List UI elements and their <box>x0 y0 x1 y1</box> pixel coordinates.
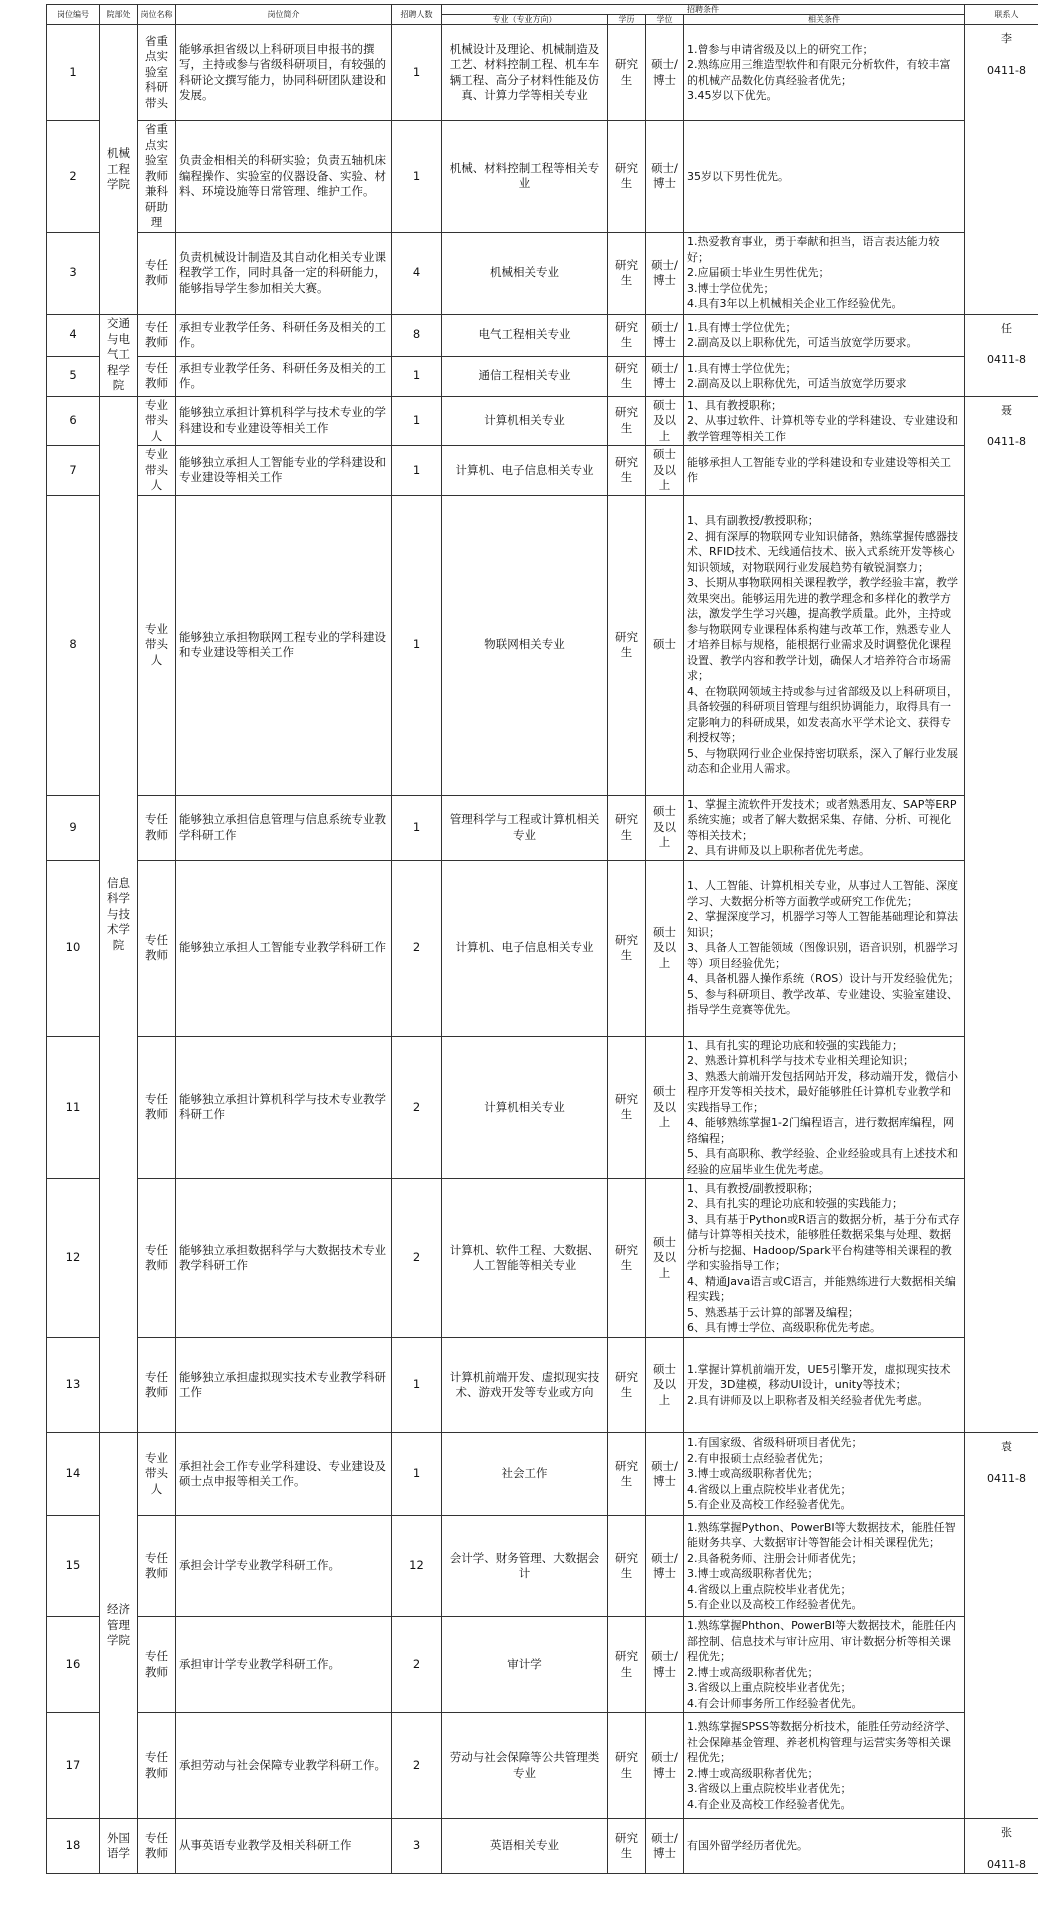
position-intro: 能够独立承担人工智能专业的学科建设和专业建设等相关工作 <box>176 446 392 496</box>
position-name: 专业带头人 <box>138 495 176 795</box>
contact-name: 李 <box>1001 32 1012 45</box>
hire-count: 2 <box>392 860 442 1036</box>
degree-requirement: 硕士及以上 <box>646 396 684 446</box>
major-requirement: 计算机、电子信息相关专业 <box>442 446 608 496</box>
table-row <box>47 1713 1038 1819</box>
major-requirement: 电气工程相关专业 <box>442 314 608 356</box>
header-conditions: 招聘条件 <box>442 5 965 15</box>
position-number: 13 <box>47 1338 100 1433</box>
position-intro: 承担专业教学任务、科研任务及相关的工作。 <box>176 314 392 356</box>
position-name: 专任教师 <box>138 1617 176 1713</box>
hire-count: 12 <box>392 1516 442 1617</box>
header-education: 学历 <box>608 15 646 25</box>
position-number: 5 <box>47 356 100 396</box>
position-name: 专业带头人 <box>138 1433 176 1516</box>
position-intro: 能够独立承担计算机科学与技术专业教学科研工作 <box>176 1036 392 1179</box>
hire-count: 2 <box>392 1179 442 1338</box>
contact-name: 张 <box>1001 1826 1012 1839</box>
position-number: 16 <box>47 1617 100 1713</box>
related-conditions: 1.热爱教育事业，勇于奉献和担当，语言表达能力较好； 2.应届硕士毕业生男性优先； 3.博士学位优先； 4.具有3年以上机械相关企业工作经验优先。 <box>684 232 965 314</box>
position-number: 6 <box>47 396 100 446</box>
degree-requirement: 硕士及以上 <box>646 860 684 1036</box>
degree-requirement: 硕士/博士 <box>646 25 684 121</box>
position-name: 专任教师 <box>138 232 176 314</box>
hire-count: 8 <box>392 314 442 356</box>
hire-count: 1 <box>392 25 442 121</box>
position-name: 省重点实验室科研带头 <box>138 25 176 121</box>
position-name: 专任教师 <box>138 1338 176 1433</box>
education-requirement: 研究生 <box>608 1433 646 1516</box>
header-contact: 联系人 <box>965 5 1038 25</box>
major-requirement: 计算机、软件工程、大数据、人工智能等相关专业 <box>442 1179 608 1338</box>
contact-cell <box>965 1433 1038 1819</box>
position-number: 8 <box>47 495 100 795</box>
table-row <box>47 795 1038 860</box>
department-cell: 外国语学 <box>100 1819 138 1874</box>
education-requirement: 研究生 <box>608 1713 646 1819</box>
position-name: 专任教师 <box>138 1036 176 1179</box>
position-number: 11 <box>47 1036 100 1179</box>
position-name: 省重点实验室教师兼科研助理 <box>138 121 176 233</box>
table-row <box>47 1516 1038 1617</box>
related-conditions: 1、具有扎实的理论功底和较强的实践能力； 2、熟悉计算机科学与技术专业相关理论知识； 3、熟悉大前端开发包括网站开发，移动端开发，微信小程序开发等相关技术，最好能够胜任计算机专业教学和实践指导工作； 4、能够熟练掌握1-2门编程语言，进行数据库编程，网络编程； 5、具有高职称、教学经验、企业经验或具有上述技术和经验的应届毕业生优先考虑。 <box>684 1036 965 1179</box>
position-number: 7 <box>47 446 100 496</box>
position-number: 2 <box>47 121 100 233</box>
contact-cell <box>965 396 1038 1433</box>
major-requirement: 计算机相关专业 <box>442 396 608 446</box>
major-requirement: 物联网相关专业 <box>442 495 608 795</box>
major-requirement: 英语相关专业 <box>442 1819 608 1874</box>
contact-phone: 0411-8 <box>987 435 1026 448</box>
major-requirement: 审计学 <box>442 1617 608 1713</box>
education-requirement: 研究生 <box>608 25 646 121</box>
header-requirements: 相关条件 <box>684 15 965 25</box>
table-row <box>47 121 1038 233</box>
education-requirement: 研究生 <box>608 446 646 496</box>
position-intro: 负责机械设计制造及其自动化相关专业课程教学工作，同时具备一定的科研能力，能够指导学生参加相关大赛。 <box>176 232 392 314</box>
position-number: 4 <box>47 314 100 356</box>
education-requirement: 研究生 <box>608 1036 646 1179</box>
education-requirement: 研究生 <box>608 314 646 356</box>
related-conditions: 1.熟练掌握Python、PowerBI等大数据技术，能胜任智能财务共享、大数据审计等智能会计相关课程优先； 2.具备税务师、注册会计师者优先； 3.博士或高级职称者优先； 4.省级以上重点院校毕业者优先； 5.有企业以及高校工作经验者优先。 <box>684 1516 965 1617</box>
position-name: 专任教师 <box>138 795 176 860</box>
position-number: 17 <box>47 1713 100 1819</box>
education-requirement: 研究生 <box>608 795 646 860</box>
related-conditions: 1.掌握计算机前端开发，UE5引擎开发，虚拟现实技术开发，3D建模，移动UI设计，unity等技术； 2.具有讲师及以上职称者及相关经验者优先考虑。 <box>684 1338 965 1433</box>
education-requirement: 研究生 <box>608 232 646 314</box>
position-intro: 承担会计学专业教学科研工作。 <box>176 1516 392 1617</box>
related-conditions: 1.熟练掌握SPSS等数据分析技术，能胜任劳动经济学、社会保障基金管理、养老机构管理与运营实务等相关课程优先； 2.博士或高级职称者优先； 3.省级以上重点院校毕业者优先； 4.有企业及高校工作经验者优先。 <box>684 1713 965 1819</box>
hire-count: 2 <box>392 1713 442 1819</box>
related-conditions: 35岁以下男性优先。 <box>684 121 965 233</box>
education-requirement: 研究生 <box>608 396 646 446</box>
position-name: 专任教师 <box>138 1819 176 1874</box>
contact-phone: 0411-8 <box>987 1471 1026 1485</box>
degree-requirement: 硕士/博士 <box>646 1819 684 1874</box>
related-conditions: 1、人工智能、计算机相关专业，从事过人工智能、深度学习、大数据分析等方面教学或研究工作优先； 2、掌握深度学习，机器学习等人工智能基础理论和算法知识； 3、具备人工智能领域（图像识别，语音识别，机器学习等）项目经验优先； 4、具备机器人操作系统（ROS）设计与开发经验优先； 5、参与科研项目、教学改革、专业建设、实验室建设、指导学生竞赛等优先。 <box>684 860 965 1036</box>
degree-requirement: 硕士/博士 <box>646 1617 684 1713</box>
position-number: 18 <box>47 1819 100 1874</box>
hire-count: 2 <box>392 1036 442 1179</box>
position-intro: 承担社会工作专业学科建设、专业建设及硕士点申报等相关工作。 <box>176 1433 392 1516</box>
department-cell: 经济管理学院 <box>100 1433 138 1819</box>
table-row <box>47 1179 1038 1338</box>
hire-count: 1 <box>392 356 442 396</box>
contact-name: 袁 <box>1001 1440 1012 1453</box>
degree-requirement: 硕士及以上 <box>646 795 684 860</box>
table-row <box>47 1617 1038 1713</box>
position-name: 专任教师 <box>138 314 176 356</box>
degree-requirement: 硕士/博士 <box>646 356 684 396</box>
major-requirement: 计算机相关专业 <box>442 1036 608 1179</box>
table-row <box>47 25 1038 121</box>
contact-name: 聂 <box>1001 403 1012 417</box>
major-requirement: 通信工程相关专业 <box>442 356 608 396</box>
position-number: 1 <box>47 25 100 121</box>
education-requirement: 研究生 <box>608 1617 646 1713</box>
degree-requirement: 硕士及以上 <box>646 1179 684 1338</box>
position-number: 15 <box>47 1516 100 1617</box>
degree-requirement: 硕士及以上 <box>646 1036 684 1179</box>
position-name: 专业带头人 <box>138 446 176 496</box>
hire-count: 1 <box>392 121 442 233</box>
header-degree: 学位 <box>646 15 684 25</box>
related-conditions: 1、掌握主流软件开发技术；或者熟悉用友、SAP等ERP系统实施；或者了解大数据采集、存储、分析、可视化等相关技术； 2、具有讲师及以上职称者优先考虑。 <box>684 795 965 860</box>
table-row <box>47 356 1038 396</box>
related-conditions: 1.具有博士学位优先； 2.副高及以上职称优先，可适当放宽学历要求 <box>684 356 965 396</box>
major-requirement: 计算机前端开发、虚拟现实技术、游戏开发等专业或方向 <box>442 1338 608 1433</box>
contact-phone: 0411-8 <box>987 1857 1026 1871</box>
table-row <box>47 314 1038 356</box>
table-row <box>47 495 1038 795</box>
major-requirement: 管理科学与工程或计算机相关专业 <box>442 795 608 860</box>
table-row <box>47 1433 1038 1516</box>
degree-requirement: 硕士/博士 <box>646 121 684 233</box>
position-intro: 承担审计学专业教学科研工作。 <box>176 1617 392 1713</box>
position-intro: 承担专业教学任务、科研任务及相关的工作。 <box>176 356 392 396</box>
related-conditions: 1、具有副教授/教授职称； 2、拥有深厚的物联网专业知识储备，熟练掌握传感器技术、RFID技术、无线通信技术、嵌入式系统开发等核心知识领域，对物联网行业发展趋势有敏锐洞察力； 3、长期从事物联网相关课程教学，教学经验丰富，教学效果突出。能够运用先进的教学理念和多样化的教学方法，激发学生学习兴趣，提高教学质量。此外，主持或参与物联网专业课程体系构建与改革工作，熟悉专业人才培养目标与规格，能根据行业需求及时调整优化课程设置、教学内容和教学计划，确保人才培养符合市场需求； 4、在物联网领域主持或参与过省部级及以上科研项目，具备较强的科研项目管理与组织协调能力，取得具有一定影响力的科研成果，如发表高水平学术论文、获得专利授权等； 5、与物联网行业企业保持密切联系，深入了解行业发展动态和企业用人需求。 <box>684 495 965 795</box>
table-row <box>47 446 1038 496</box>
position-name: 专任教师 <box>138 1516 176 1617</box>
contact-name: 任 <box>1001 321 1012 335</box>
table-row <box>47 860 1038 1036</box>
position-number: 3 <box>47 232 100 314</box>
related-conditions: 1、具有教授职称； 2、从事过软件、计算机等专业的学科建设、专业建设和教学管理等相关工作 <box>684 396 965 446</box>
major-requirement: 机械、材料控制工程等相关专业 <box>442 121 608 233</box>
degree-requirement: 硕士/博士 <box>646 1713 684 1819</box>
education-requirement: 研究生 <box>608 356 646 396</box>
table-row <box>47 396 1038 446</box>
position-intro: 能够独立承担数据科学与大数据技术专业教学科研工作 <box>176 1179 392 1338</box>
major-requirement: 社会工作 <box>442 1433 608 1516</box>
hire-count: 2 <box>392 1617 442 1713</box>
position-intro: 能够独立承担物联网工程专业的学科建设和专业建设等相关工作 <box>176 495 392 795</box>
position-intro: 能够独立承担信息管理与信息系统专业教学科研工作 <box>176 795 392 860</box>
table-row <box>47 1819 1038 1874</box>
contact-phone: 0411-8 <box>987 63 1026 77</box>
education-requirement: 研究生 <box>608 1819 646 1874</box>
education-requirement: 研究生 <box>608 121 646 233</box>
degree-requirement: 硕士及以上 <box>646 1338 684 1433</box>
position-number: 12 <box>47 1179 100 1338</box>
table-row <box>47 232 1038 314</box>
education-requirement: 研究生 <box>608 1338 646 1433</box>
contact-cell <box>965 314 1038 396</box>
related-conditions: 有国外留学经历者优先。 <box>684 1819 965 1874</box>
education-requirement: 研究生 <box>608 1516 646 1617</box>
major-requirement: 计算机、电子信息相关专业 <box>442 860 608 1036</box>
position-name: 专任教师 <box>138 356 176 396</box>
contact-phone: 0411-8 <box>987 353 1026 366</box>
position-intro: 能够独立承担虚拟现实技术专业教学科研工作 <box>176 1338 392 1433</box>
position-number: 14 <box>47 1433 100 1516</box>
hire-count: 3 <box>392 1819 442 1874</box>
hire-count: 1 <box>392 446 442 496</box>
table-row <box>47 1338 1038 1433</box>
hire-count: 1 <box>392 396 442 446</box>
position-name: 专业带头人 <box>138 396 176 446</box>
degree-requirement: 硕士/博士 <box>646 1433 684 1516</box>
contact-cell <box>965 1819 1038 1874</box>
degree-requirement: 硕士/博士 <box>646 1516 684 1617</box>
contact-cell <box>965 25 1038 315</box>
education-requirement: 研究生 <box>608 860 646 1036</box>
major-requirement: 机械设计及理论、机械制造及工艺、材料控制工程、机车车辆工程、高分子材料性能及仿真、计算力学等相关专业 <box>442 25 608 121</box>
hire-count: 1 <box>392 1338 442 1433</box>
degree-requirement: 硕士/博士 <box>646 314 684 356</box>
position-intro: 从事英语专业教学及相关科研工作 <box>176 1819 392 1874</box>
position-intro: 能够独立承担人工智能专业教学科研工作 <box>176 860 392 1036</box>
position-intro: 承担劳动与社会保障专业教学科研工作。 <box>176 1713 392 1819</box>
related-conditions: 1.熟练掌握Phthon、PowerBI等大数据技术，能胜任内部控制、信息技术与审计应用、审计数据分析等相关课程优先； 2.博士或高级职称者优先； 3.省级以上重点院校毕业者优先； 4.有会计师事务所工作经验者优先。 <box>684 1617 965 1713</box>
hire-count: 1 <box>392 1433 442 1516</box>
related-conditions: 1.曾参与申请省级及以上的研究工作； 2.熟练应用三维造型软件和有限元分析软件，有较丰富的机械产品数化仿真经验者优先； 3.45岁以下优先。 <box>684 25 965 121</box>
position-name: 专任教师 <box>138 1179 176 1338</box>
related-conditions: 能够承担人工智能专业的学科建设和专业建设等相关工作 <box>684 446 965 496</box>
department-cell: 信息科学与技术学院 <box>100 396 138 1433</box>
department-cell: 机械工程学院 <box>100 25 138 315</box>
position-intro: 能够承担省级以上科研项目申报书的撰写，主持或参与省级科研项目，有较强的科研论文撰写能力，协同科研团队建设和发展。 <box>176 25 392 121</box>
header-count: 招聘人数 <box>392 5 442 25</box>
major-requirement: 会计学、财务管理、大数据会计 <box>442 1516 608 1617</box>
related-conditions: 1.有国家级、省级科研项目者优先； 2.有申报硕士点经验者优先； 3.博士或高级职称者优先； 4.省级以上重点院校毕业者优先； 5.有企业及高校工作经验者优先。 <box>684 1433 965 1516</box>
position-name: 专任教师 <box>138 1713 176 1819</box>
education-requirement: 研究生 <box>608 1179 646 1338</box>
degree-requirement: 硕士及以上 <box>646 446 684 496</box>
header-major: 专业（专业方向） <box>442 15 608 25</box>
header-intro: 岗位简介 <box>176 5 392 25</box>
hire-count: 4 <box>392 232 442 314</box>
department-cell: 交通与电气工程学院 <box>100 314 138 396</box>
degree-requirement: 硕士/博士 <box>646 232 684 314</box>
header-no: 岗位编号 <box>47 5 100 25</box>
related-conditions: 1、具有教授/副教授职称； 2、具有扎实的理论功底和较强的实践能力； 3、具有基于Python或R语言的数据分析，基于分布式存储与计算等相关技术，能够胜任数据采集与处理、数据分析与挖掘、Hadoop/Spark平台构建等相关课程的教学和实验指导工作； 4、精通Java语言或C语言，并能熟练进行大数据相关编程实践； 5、熟悉基于云计算的部署及编程； 6、具有博士学位、高级职称优先考虑。 <box>684 1179 965 1338</box>
hire-count: 1 <box>392 495 442 795</box>
education-requirement: 研究生 <box>608 495 646 795</box>
table-row <box>47 1036 1038 1179</box>
degree-requirement: 硕士 <box>646 495 684 795</box>
position-intro: 能够独立承担计算机科学与技术专业的学科建设和专业建设等相关工作 <box>176 396 392 446</box>
position-name: 专任教师 <box>138 860 176 1036</box>
position-number: 9 <box>47 795 100 860</box>
header-position: 岗位名称 <box>138 5 176 25</box>
major-requirement: 机械相关专业 <box>442 232 608 314</box>
major-requirement: 劳动与社会保障等公共管理类专业 <box>442 1713 608 1819</box>
header-dept: 院部处 <box>100 5 138 25</box>
position-intro: 负责金相相关的科研实验；负责五轴机床编程操作、实验室的仪器设备、实验、材料、环境设施等日常管理、维护工作。 <box>176 121 392 233</box>
position-number: 10 <box>47 860 100 1036</box>
related-conditions: 1.具有博士学位优先； 2.副高及以上职称优先，可适当放宽学历要求。 <box>684 314 965 356</box>
recruitment-table <box>46 4 1038 1874</box>
hire-count: 1 <box>392 795 442 860</box>
